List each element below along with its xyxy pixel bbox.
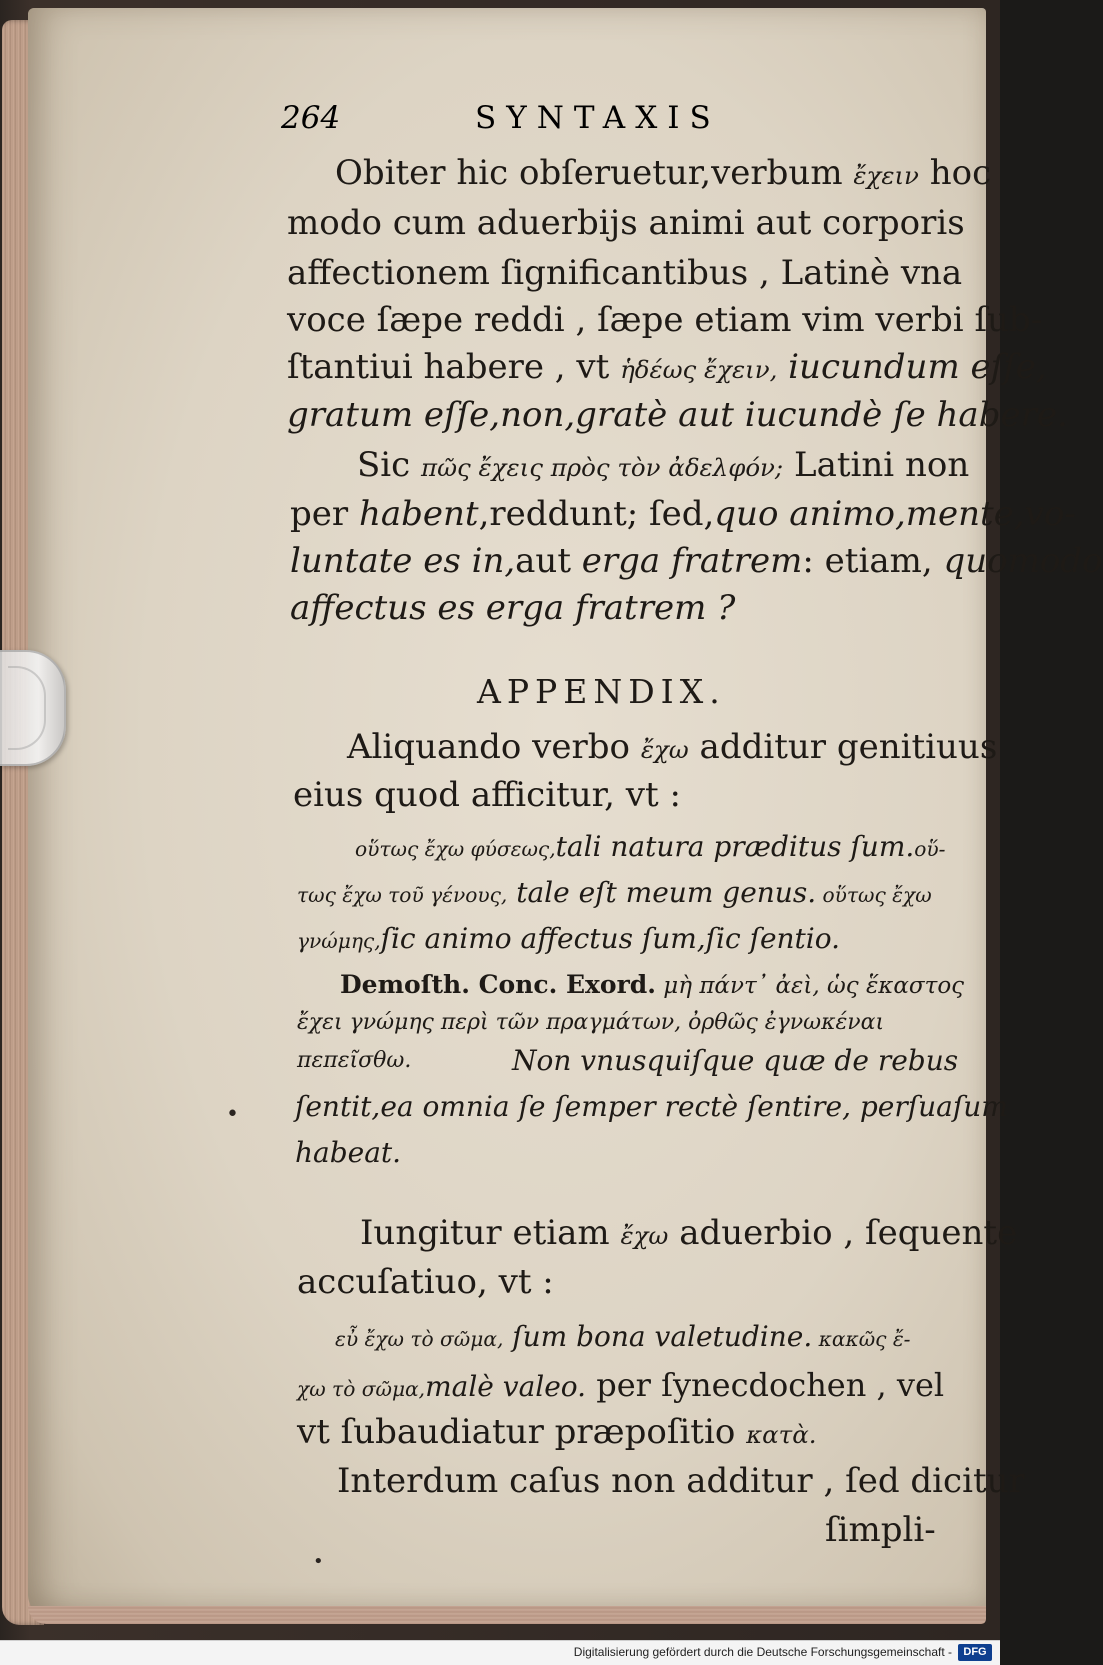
- para1-line2: modo cum aduerbijs animi aut corporis: [287, 203, 965, 243]
- para1-line3: affectionem ſignificantibus , Latinè vna: [287, 253, 963, 293]
- para1-line1-text: Obiter hic obſeruetur,verbum: [335, 153, 854, 193]
- para2-line2: [290, 494, 1076, 534]
- example2-line1: [335, 1320, 910, 1353]
- para1-line1-end: hoc: [918, 153, 992, 193]
- para2-line3-mid: : etiam,: [802, 541, 944, 581]
- page-clip: [0, 650, 66, 766]
- greek-text: ἔχω: [640, 735, 689, 764]
- para1-line5-text: ſtantiui habere , vt: [287, 347, 621, 387]
- italic-text: habeat.: [295, 1136, 402, 1169]
- italic-text: Non vnusquiſque quæ de rebus: [512, 1044, 959, 1077]
- example2-line2: [297, 1366, 944, 1404]
- italic-text: quo animo,mente,vo-: [714, 494, 1076, 534]
- appendix-line1-text: Aliquando verbo: [347, 727, 641, 767]
- para1-line4: voce ſæpe reddi , ſæpe etiam vim verbi ſub-: [287, 300, 1043, 340]
- footer-credit: Digitalisierung gefördert durch die Deutsche Forschungsgemeinschaft -: [573, 1645, 952, 1659]
- greek-text: ἡδέως ἔχειν,: [620, 355, 778, 384]
- italic-text: tale eſt meum genus.: [507, 876, 817, 909]
- italic-text: luntate es in,: [290, 541, 516, 581]
- para1-line1: [335, 153, 991, 193]
- para2-line3-text: aut: [515, 541, 582, 581]
- greek-text: χω τὸ σῶμα,: [297, 1377, 426, 1401]
- greek-text: κακῶς ἔ-: [812, 1327, 911, 1351]
- appendix-line1: [347, 727, 997, 767]
- greek-text: οὕτως ἔχω φύσεως,: [355, 837, 556, 861]
- page-bottom-edge: [28, 1606, 986, 1624]
- italic-text: tali natura præditus ſum.: [555, 830, 915, 863]
- greek-text: οὕτως ἔχω: [816, 883, 932, 907]
- para1-line6: [287, 395, 1068, 435]
- greek-text: τως ἔχω τοῦ γένους,: [297, 883, 508, 907]
- para2-line2-text: per: [290, 494, 359, 534]
- demosth-line2: [297, 1010, 884, 1035]
- page-number: 264: [281, 100, 341, 136]
- italic-text: habent: [358, 494, 479, 534]
- stray-mark: •: [313, 1551, 324, 1572]
- italic-text: ſentit,ea omnia ſe ſemper rectè ſentire, perſuaſum: [295, 1090, 1008, 1123]
- example2-line2-text: per ſynecdochen , vel: [586, 1366, 945, 1404]
- para3-line2: accuſatiuo, vt :: [297, 1262, 554, 1302]
- appendix-heading: APPENDIX.: [477, 672, 726, 711]
- para2-line2-mid: ,reddunt; ſed,: [478, 494, 715, 534]
- appendix-line1-end: additur genitiuus: [688, 727, 998, 767]
- demosth-translation-line3: [295, 1136, 401, 1169]
- para3-line1-text: Iungitur etiam: [360, 1213, 621, 1253]
- greek-text: εὖ ἔχω τὸ σῶμα,: [335, 1327, 504, 1351]
- greek-text: ἔχω: [620, 1221, 669, 1250]
- para3-line1: [360, 1213, 1017, 1253]
- italic-text: quomodo: [943, 541, 1103, 581]
- citation: Demoſth. Conc. Exord.: [340, 970, 656, 999]
- italic-text: ſum bona valetudine.: [503, 1320, 813, 1353]
- example2-line3-text: vt ſubaudiatur præpoſitio: [297, 1412, 747, 1452]
- italic-text: malè valeo.: [425, 1370, 587, 1403]
- greek-text: οὕ-: [914, 837, 946, 861]
- footer-bar: [0, 1640, 1000, 1665]
- greek-text: κατὰ.: [746, 1420, 817, 1449]
- example-line1: [355, 830, 945, 863]
- greek-text: πῶς ἔχεις πρὸς τὸν ἀδελφόν;: [421, 453, 784, 482]
- catchword: ſimpli-: [825, 1510, 936, 1550]
- greek-text: μὴ πάντ᾽ ἀεὶ, ὡς ἕκαστος: [655, 973, 965, 999]
- greek-text: γνώμης,: [297, 929, 381, 953]
- para4-line1: Interdum caſus non additur , ſed dicitur: [337, 1461, 1025, 1501]
- para3-line1-end: aduerbio , ſequente: [668, 1213, 1018, 1253]
- dfg-logo[interactable]: DFG: [958, 1644, 992, 1661]
- stray-mark: •: [226, 1102, 239, 1127]
- demosth-translation-line2: [295, 1090, 1008, 1123]
- para2-line3: [290, 541, 1103, 581]
- italic-text: erga fratrem: [581, 541, 803, 581]
- demosth-line3: [297, 1048, 411, 1073]
- para1-line5: [287, 347, 1047, 387]
- appendix-line2: eius quod afficitur, vt :: [293, 775, 681, 815]
- greek-text: ἔχειν: [853, 161, 919, 190]
- example-line3: [297, 922, 840, 955]
- greek-text: ἔχει γνώμης περὶ τῶν πραγμάτων, ὀρθῶς ἐγνωκέναι: [297, 1010, 885, 1035]
- para2-line1: [357, 445, 969, 485]
- italic-text: affectus es erga fratrem ?: [290, 588, 736, 628]
- para2-line1-end: Latini non: [783, 445, 970, 485]
- running-head: SYNTAXIS: [475, 100, 721, 136]
- italic-text: gratum eſſe,non,gratè aut iucundè ſe habere.: [287, 395, 1068, 435]
- italic-text: iucundum eſſe,: [777, 347, 1047, 387]
- italic-text: ſic animo affectus ſum,ſic ſentio.: [380, 922, 841, 955]
- greek-text: πεπεῖσθω.: [297, 1048, 412, 1073]
- demosth-line1: [340, 970, 964, 999]
- example2-line3: [297, 1412, 817, 1452]
- example-line2: [297, 876, 932, 909]
- para2-line4: [290, 588, 735, 628]
- para2-line1-text: Sic: [357, 445, 422, 485]
- demosth-translation-line1: [512, 1044, 958, 1077]
